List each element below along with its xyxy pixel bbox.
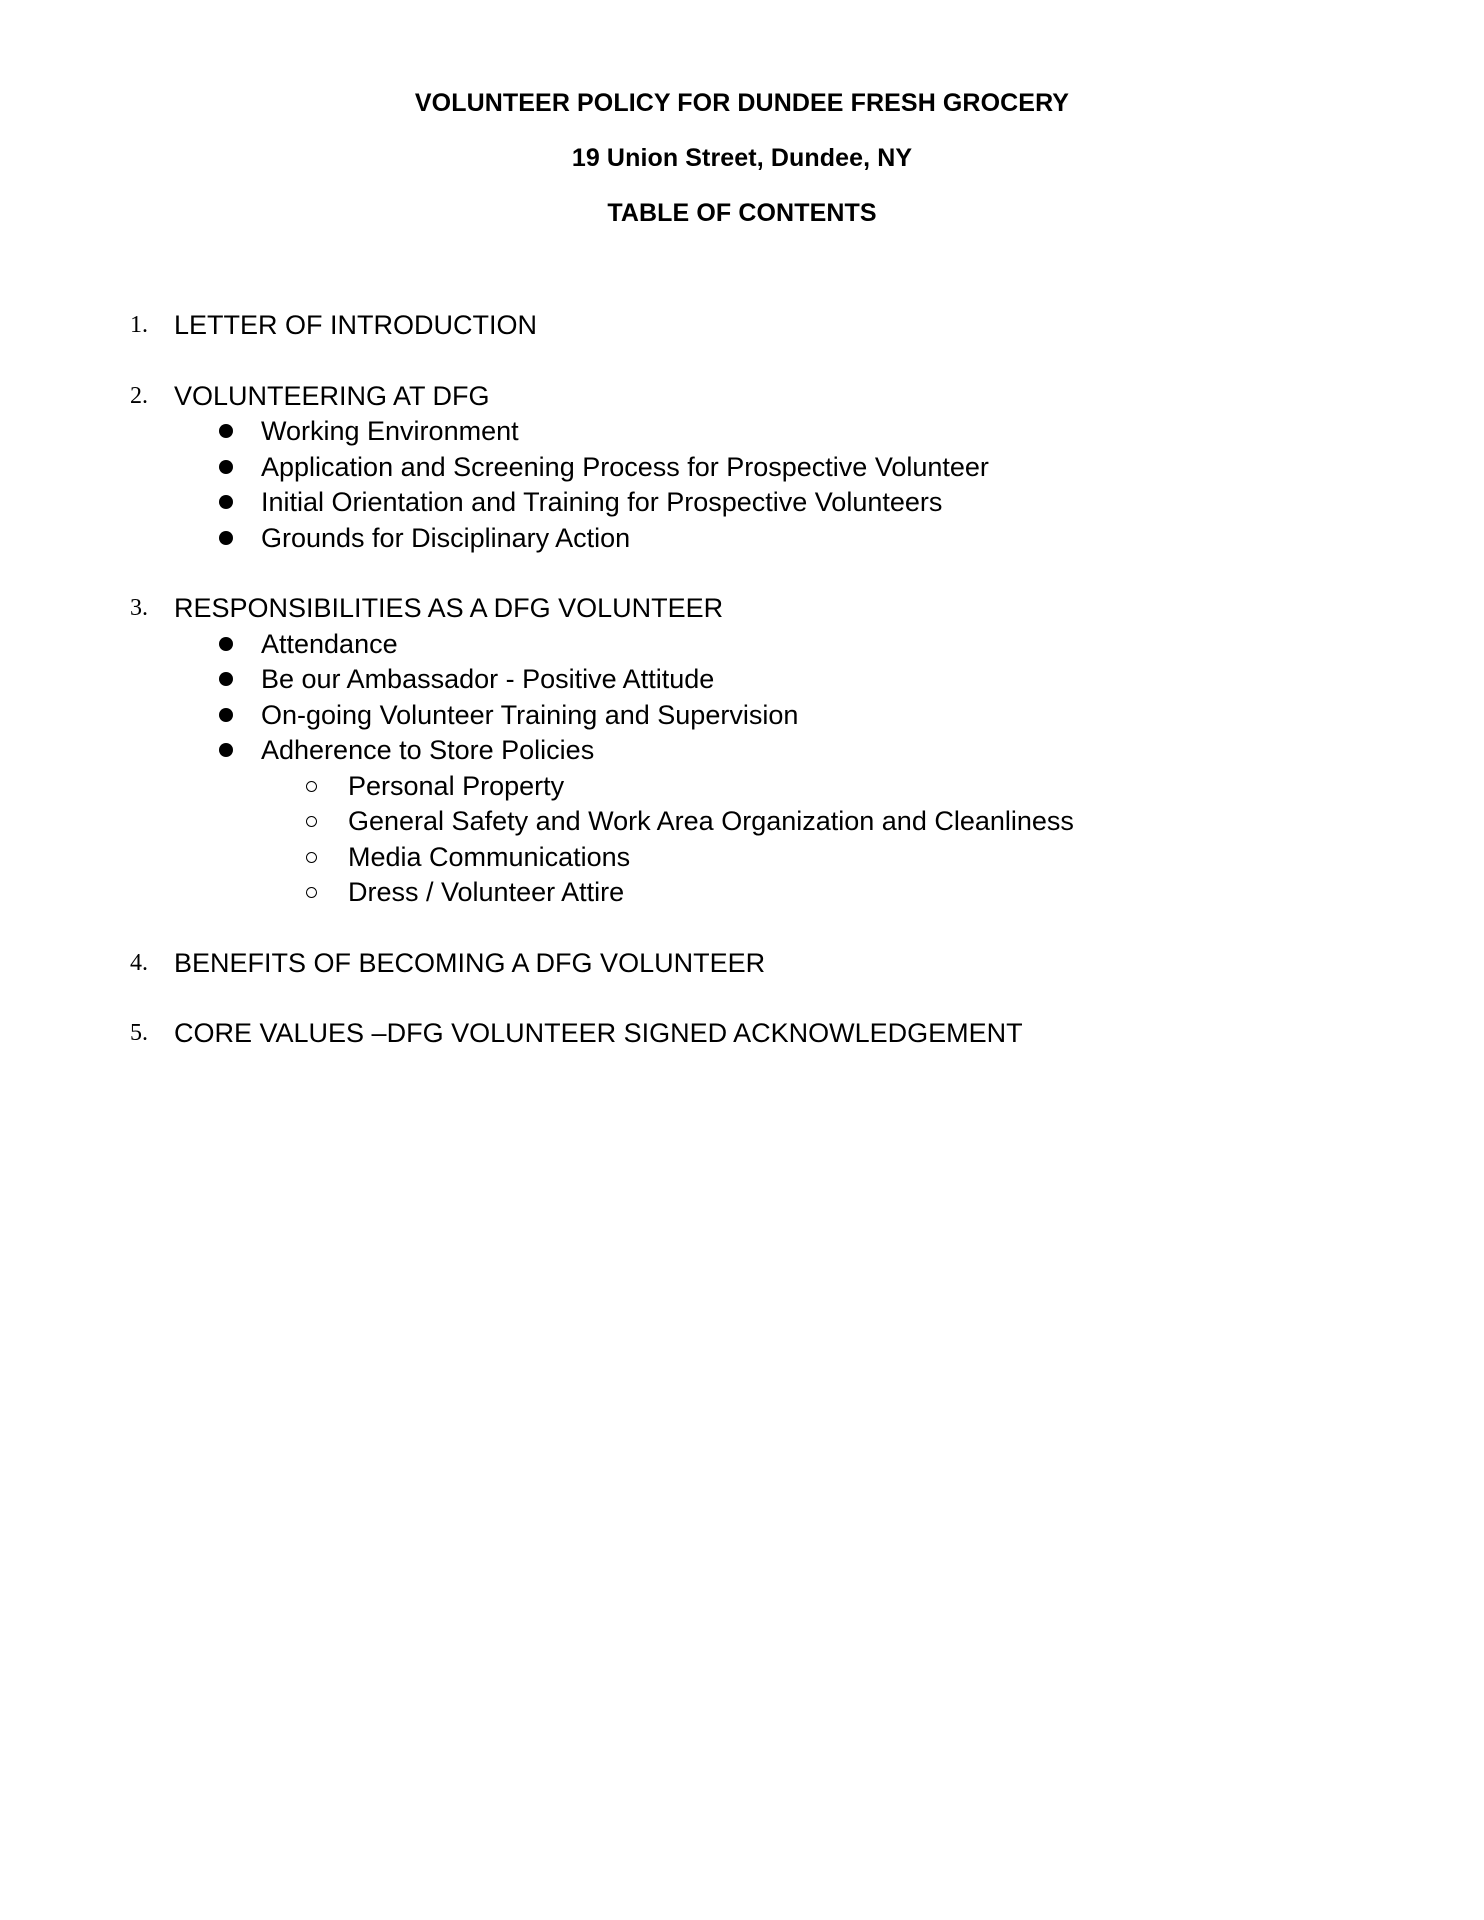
toc-entry-number: 3. [130, 595, 148, 621]
bullet-icon [219, 531, 233, 545]
toc-subsubentry-title: Media Communications [348, 841, 631, 872]
toc-entry-title: BENEFITS OF BECOMING A DFG VOLUNTEER [174, 947, 766, 978]
toc-subentry-title: Working Environment [261, 416, 519, 446]
hollow-bullet-icon [306, 887, 317, 898]
toc-subentry [0, 732, 1400, 768]
toc-subentry [0, 697, 1400, 733]
toc-subentry-title: On-going Volunteer Training and Supervision [261, 699, 799, 730]
bullet-icon [219, 424, 233, 438]
document-title: VOLUNTEER POLICY FOR DUNDEE FRESH GROCERY [414, 89, 1070, 117]
toc-subentry [0, 484, 1400, 520]
toc-subentry-title: Attendance [261, 628, 398, 659]
toc-entry-number: 4. [130, 949, 148, 976]
toc-entry [0, 378, 1400, 414]
toc-subsubentry-title: Personal Property [348, 770, 565, 801]
toc-subentry [0, 520, 1400, 556]
toc-entry-title: CORE VALUES –DFG VOLUNTEER SIGNED ACKNOWLEDGEMENT [174, 1018, 1023, 1048]
toc-entry-number: 2. [130, 382, 148, 409]
bullet-icon [219, 743, 233, 757]
hollow-bullet-icon [306, 816, 317, 827]
toc-subentry [0, 413, 1400, 449]
toc-subentry-title: Application and Screening Process for Prospective Volunteer [261, 451, 989, 482]
toc-entry [0, 945, 1400, 981]
toc-subsubentry [0, 874, 1400, 910]
bullet-icon [219, 495, 233, 509]
toc-entry [0, 1015, 1400, 1051]
toc-subentry [0, 661, 1400, 697]
toc-subentry-title: Initial Orientation and Training for Prospective Volunteers [261, 487, 943, 517]
toc-entry-title: LETTER OF INTRODUCTION [174, 310, 537, 340]
toc-subentry-title: Grounds for Disciplinary Action [261, 522, 631, 553]
bullet-icon [219, 672, 233, 686]
toc-subentry [0, 449, 1400, 485]
toc-entry-title: RESPONSIBILITIES AS A DFG VOLUNTEER [174, 593, 724, 623]
toc-subsubentry-title: General Safety and Work Area Organization and Cleanliness [348, 806, 1074, 836]
toc-entry [0, 590, 1400, 626]
toc-subentry-title: Be our Ambassador - Positive Attitude [261, 664, 715, 694]
toc-entry-number: 1. [130, 312, 148, 338]
toc-subsubentry [0, 839, 1400, 875]
bullet-icon [219, 637, 233, 651]
toc-entry [0, 307, 1400, 343]
bullet-icon [219, 460, 233, 474]
toc-entry-number: 5. [130, 1020, 148, 1046]
toc-entry-title: VOLUNTEERING AT DFG [174, 380, 490, 411]
hollow-bullet-icon [306, 852, 317, 863]
toc-heading: TABLE OF CONTENTS [607, 199, 877, 227]
toc-subsubentry [0, 768, 1400, 804]
toc-subentry [0, 626, 1400, 662]
toc-subsubentry-title: Dress / Volunteer Attire [348, 877, 625, 907]
hollow-bullet-icon [306, 781, 317, 792]
document-address: 19 Union Street, Dundee, NY [571, 144, 913, 172]
toc-subentry-title: Adherence to Store Policies [261, 735, 595, 765]
bullet-icon [219, 708, 233, 722]
toc-subsubentry [0, 803, 1400, 839]
